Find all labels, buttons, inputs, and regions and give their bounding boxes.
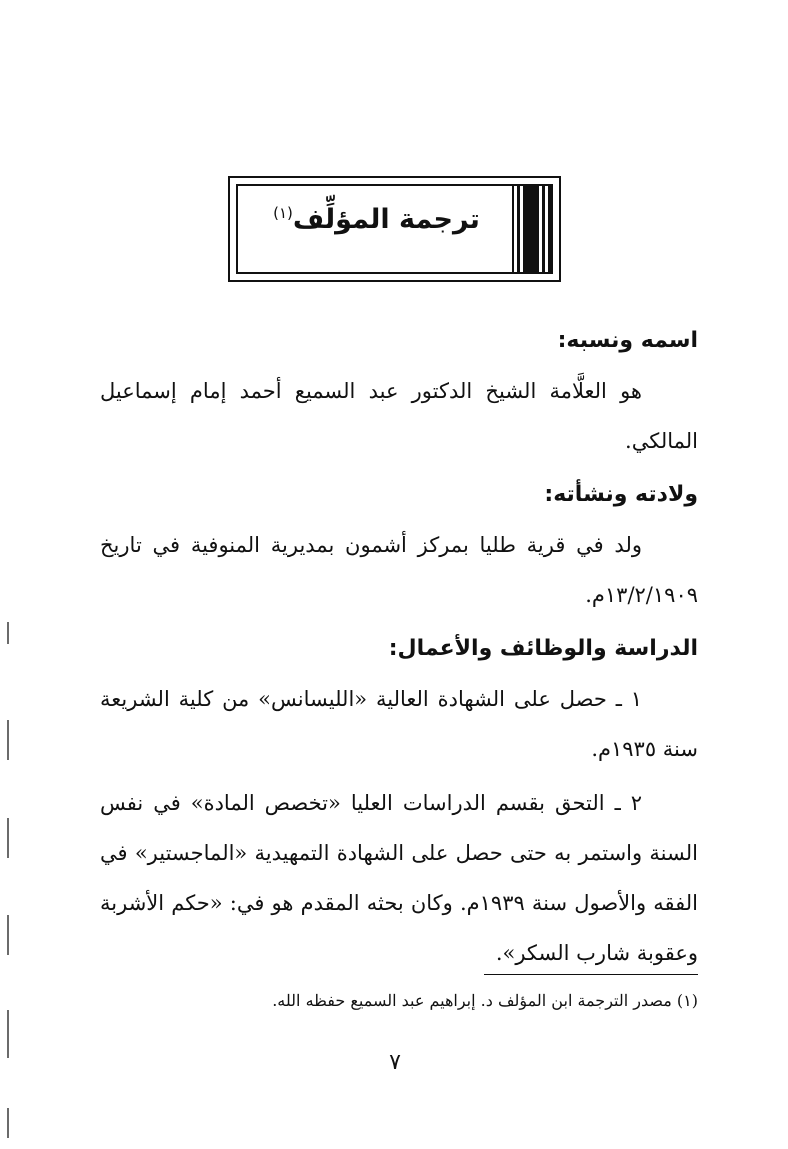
section-paragraph: هو العلَّامة الشيخ الدكتور عبد السميع أحمد إمام إسماعيل المالكي. <box>100 379 698 453</box>
section-heading: ولادته ونشأته: <box>544 482 698 507</box>
scan-margin-mark <box>7 818 9 858</box>
footnote: (١) مصدر الترجمة ابن المؤلف د. إبراهيم عبد السميع حفظه الله. <box>272 991 698 1010</box>
main-content <box>100 316 698 982</box>
scan-margin-mark <box>7 1108 9 1138</box>
scan-margin-mark <box>7 1010 9 1058</box>
title-text: ترجمة المؤلِّف <box>292 204 480 235</box>
footnote-separator <box>484 974 698 975</box>
scan-margin-mark <box>7 622 9 644</box>
page-title <box>252 204 501 235</box>
section-heading: اسمه ونسبه: <box>557 328 698 353</box>
section-paragraph: ١ ـ حصل على الشهادة العالية «الليسانس» من كلية الشريعة سنة ١٩٣٥م. <box>100 687 698 761</box>
scan-margin-mark <box>7 915 9 955</box>
title-footnote-ref: (١) <box>273 204 293 222</box>
section-name-lineage <box>100 316 698 466</box>
section-heading: الدراسة والوظائف والأعمال: <box>388 636 698 661</box>
section-paragraph: ٢ ـ التحق بقسم الدراسات العليا «تخصص المادة» في نفس السنة واستمر به حتى حصل على الشهادة التمهيدية «الماجستير» في الفقه والأصول سنة ١٩٣٩م. وكان بحثه المقدم هو في: «حكم الأشربة وعقوبة شارب السكر». <box>100 791 698 965</box>
section-studies-positions <box>100 624 698 978</box>
title-frame-inner <box>236 184 553 274</box>
scan-margin-mark <box>7 720 9 760</box>
section-birth-upbringing <box>100 470 698 620</box>
title-frame <box>228 176 561 282</box>
page-number: ٧ <box>389 1050 401 1075</box>
section-paragraph: ولد في قرية طليا بمركز أشمون بمديرية المنوفية في تاريخ ١٣/٢/١٩٠٩م. <box>100 533 698 607</box>
title-decorative-bars <box>511 186 551 272</box>
